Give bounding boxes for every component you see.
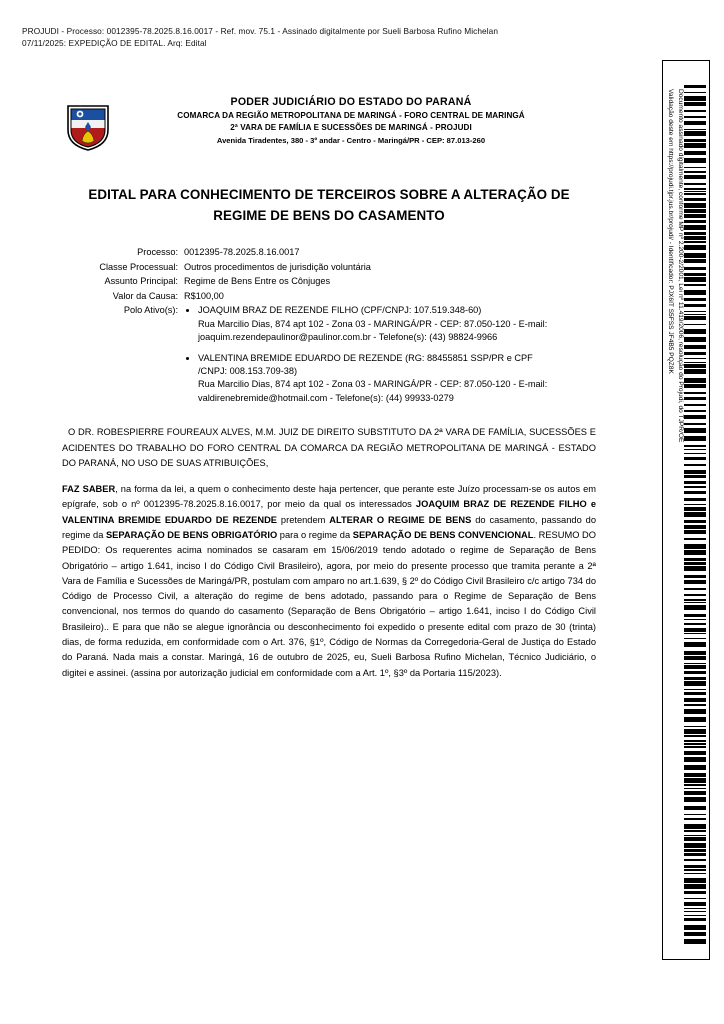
assunto-label: Assunto Principal: [104, 276, 178, 287]
validation-line-2: Validação deste em https://projudi.tjpr.jus.br/projudi/ - Identificador: PJX6IT S5FSS JF4B5 PQZ8K [667, 89, 674, 374]
regime-origem-emphasis: SEPARAÇÃO DE BENS OBRIGATÓRIO [105, 530, 278, 540]
party-address: Rua Marcilio Dias, 874 apt 102 - Zona 03 - MARINGÁ/PR - CEP: 87.050-120 - E-mail: [198, 379, 548, 390]
barcode-icon [684, 85, 706, 945]
list-item [198, 352, 596, 406]
projudi-stamp [22, 26, 498, 49]
assunto-value: Regime de Bens Entre os Cônjuges [184, 276, 331, 287]
parties-emphasis: JOAQUIM BRAZ DE REZENDE FILHO e VALENTINA BREMIDE EDUARDO DE REZENDE [62, 499, 596, 525]
body-text-5: . RESUMO DO PEDIDO: Os requerentes acima nominados se casaram em 15/06/2019 tendo adotado o regime de Separação de Bens Obrigatório – artigo 1.641, inciso I do Código Civil Brasileiro), agora, por meio do presente processo que tramita perante a 2ª Vara de Família e Sucessões de Maringá/PR, postulam com amparo no art.1.639, § 2º do Código Civil Brasileiro c/c artigo 734 do Código de Processo Civil, a alteração do regime de bens adotado, passando para o Regime de Separação de Bens convencional, nos termos do quando do casamento (Separação de Bens Obrigatório – artigo 1.641, inciso I do Código Civil Brasileiro).. E para que não se alegue ignorância ou desconhecimento foi expedido o presente edital com prazo de 30 (trinta) dias, de forma reduzida, em conformidade com o Art. 376, §1º, Código de Normas da Corregedoria-Geral de Justiça do Estado do Paraná. Nada mais a constar. Maringá, 16 de outubro de 2025, eu, Sueli Barbosa Rufino Michelan, Técnico Judiciário, o digitei e assinei. (assina por autorização judicial em conformidade com a Art. 1º, §3º da Portaria 115/2023). [62, 530, 596, 678]
meta-row-classe [62, 261, 596, 275]
document-content [62, 96, 596, 692]
org-line-3: 2ª VARA DE FAMÍLIA E SUCESSÕES DE MARINGÁ - PROJUDI [230, 123, 472, 132]
party-name: JOAQUIM BRAZ DE REZENDE FILHO (CPF/CNPJ: 107.519.348-60) [198, 305, 482, 316]
stamp-line-2: 07/11/2025: EXPEDIÇÃO DE EDITAL. Arq: Edital [22, 37, 207, 48]
paragraph-judge: O DR. ROBESPIERRE FOUREAUX ALVES, M.M. JUIZ DE DIREITO SUBSTITUTO DA 2ª VARA DE FAMÍLIA, SUCESSÕES E ACIDENTES DO TRABALHO DO FORO CENTRAL DA COMARCA DA REGIÃO METROPOLITANA DE MARINGÁ - ESTADO DO PARANÁ, NO USO DE SUAS ATRIBUIÇÕES, [62, 427, 596, 468]
regime-destino-emphasis: SEPARAÇÃO DE BENS CONVENCIONAL [352, 530, 534, 540]
processo-label: Processo: [137, 247, 178, 257]
list-item [198, 304, 596, 344]
body-text-4: para o regime da [277, 530, 353, 540]
edital-body [62, 425, 596, 681]
party-contact: valdirenebremide@hotmail.com - Telefone(s): (44) 99933-0279 [198, 392, 454, 403]
faz-saber-emphasis: FAZ SABER [62, 484, 116, 495]
body-text-1: , na forma da lei, a quem o conhecimento deste haja pertencer, que perante este Juízo processam-se os autos em epígrafe, sob o nº 0012395-78.2025.8.16.0017, por meio da qual os interessados [62, 484, 596, 510]
validation-side-strip [662, 60, 710, 960]
case-metadata [62, 246, 596, 405]
validation-text-2 [653, 61, 675, 961]
party-name: VALENTINA BREMIDE EDUARDO DE REZENDE (RG: 88455851 SSP/PR e CPF [198, 352, 533, 363]
validation-line-1: Documento assinado digitalmente, conforme MP nº 2.200-2/2001, Lei nº 11.419/2006, resolução do Projudi, do TJPR/OE [677, 89, 684, 443]
court-header [62, 96, 596, 162]
polo-ativo-value [184, 304, 596, 405]
org-line-2: COMARCA DA REGIÃO METROPOLITANA DE MARINGÁ - FORO CENTRAL DE MARINGÁ [177, 111, 525, 120]
meta-row-polo-ativo [62, 304, 596, 405]
org-line-1: PODER JUDICIÁRIO DO ESTADO DO PARANÁ [230, 96, 472, 108]
coat-of-arms-icon [66, 102, 110, 152]
alterar-regime-emphasis: ALTERAR O REGIME DE BENS [329, 514, 472, 525]
org-line-4: Avenida Tiradentes, 380 - 3º andar - Centro - Maringá/PR - CEP: 87.013-260 [216, 136, 486, 145]
meta-row-processo [62, 246, 596, 260]
body-text-3: do casamento, passando do regime da [62, 514, 596, 540]
polo-ativo-label: Polo Ativo(s): [123, 305, 178, 316]
classe-value: Outros procedimentos de jurisdição voluntária [184, 261, 371, 272]
stamp-line-1: PROJUDI - Processo: 0012395-78.2025.8.16.0017 - Ref. mov. 75.1 - Assinado digitalmente por Sueli Barbosa Rufino Michelan [22, 26, 499, 36]
meta-row-valor [62, 290, 596, 304]
processo-value: 0012395-78.2025.8.16.0017 [184, 247, 300, 257]
classe-label: Classe Processual: [99, 261, 178, 272]
party-name-cont: /CNPJ: 008.153.709-38) [198, 366, 298, 376]
valor-value: R$100,00 [184, 290, 224, 301]
party-contact: joaquim.rezendepaulinor@paulinor.com.br - Telefone(s): (43) 98824-9966 [198, 332, 498, 343]
body-text-2: pretendem [277, 514, 330, 525]
valor-label: Valor da Causa: [112, 290, 178, 301]
paragraph-faz-saber [62, 482, 596, 681]
page-title: EDITAL PARA CONHECIMENTO DE TERCEIROS SOBRE A ALTERAÇÃO DE REGIME DE BENS DO CASAMENTO [88, 187, 570, 223]
party-address: Rua Marcilio Dias, 874 apt 102 - Zona 03 - MARINGÁ/PR - CEP: 87.050-120 - E-mail: [198, 318, 548, 329]
party-list [184, 304, 596, 405]
meta-row-assunto [62, 275, 596, 289]
